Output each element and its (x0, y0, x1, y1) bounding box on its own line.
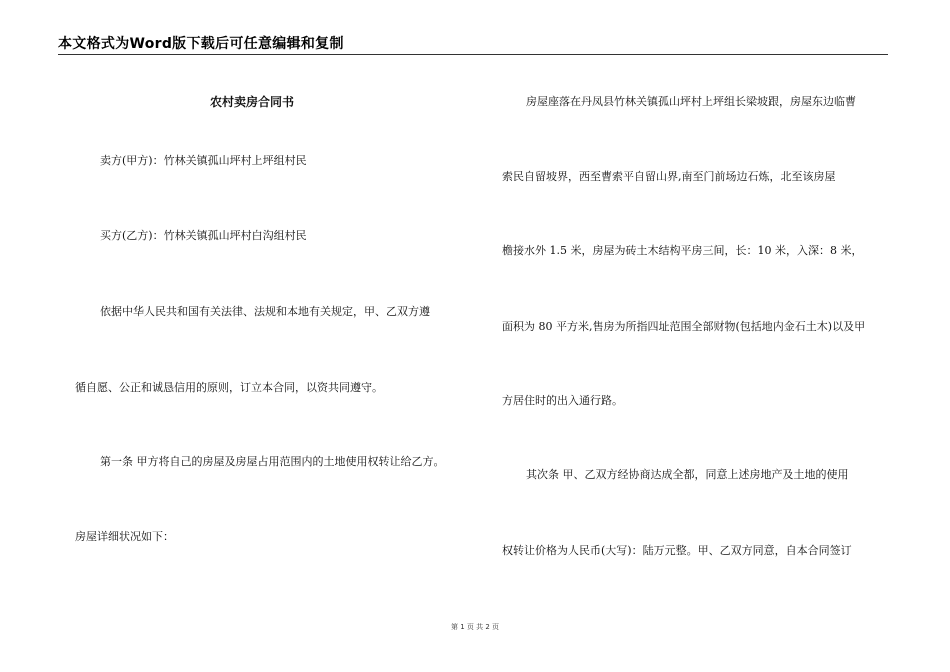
page-number: 第 1 页 共 2 页 (450, 623, 500, 631)
buyer-line: 买方(乙方)：竹林关镇孤山坪村白沟组村民 (100, 229, 307, 242)
paragraph-line: 循自愿、公正和诚恳信用的原则，订立本合同，以资共同遵守。 (75, 381, 383, 394)
paragraph-line: 房屋座落在丹凤县竹林关镇孤山坪村上坪组长梁坡跟，房屋东边临曹 (526, 95, 856, 108)
paragraph-line: 檐接水外 1.5 米，房屋为砖土木结构平房三间，长：10 米，入深：8 米， (502, 244, 863, 257)
paragraph-line: 面积为 80 平方米,售房为所指四址范围全部财物(包括地内金石土木)以及甲 (502, 320, 866, 333)
article-two-line: 其次条 甲、乙双方经协商达成全都，同意上述房地产及土地的使用 (526, 468, 849, 481)
document-title: 农村卖房合同书 (210, 95, 295, 109)
paragraph-line: 索民自留坡界，西至曹索平自留山界,南至门前场边石炼，北至该房屋 (502, 170, 836, 183)
paragraph-line: 权转让价格为人民币(大写)：陆万元整。甲、乙双方同意，自本合同签订 (502, 544, 852, 557)
paragraph-line: 依据中华人民共和国有关法律、法规和本地有关规定，甲、乙双方遵 (100, 305, 430, 318)
paragraph-line: 方居住时的出入通行路。 (502, 394, 623, 407)
seller-line: 卖方(甲方)：竹林关镇孤山坪村上坪组村民 (100, 154, 307, 167)
article-one-line: 第一条 甲方将自己的房屋及房屋占用范围内的土地使用权转让给乙方。 (100, 455, 445, 468)
document-banner: 本文格式为Word版下载后可任意编辑和复制 (58, 36, 344, 52)
paragraph-line: 房屋详细状况如下： (75, 530, 174, 543)
banner-divider (58, 54, 888, 55)
